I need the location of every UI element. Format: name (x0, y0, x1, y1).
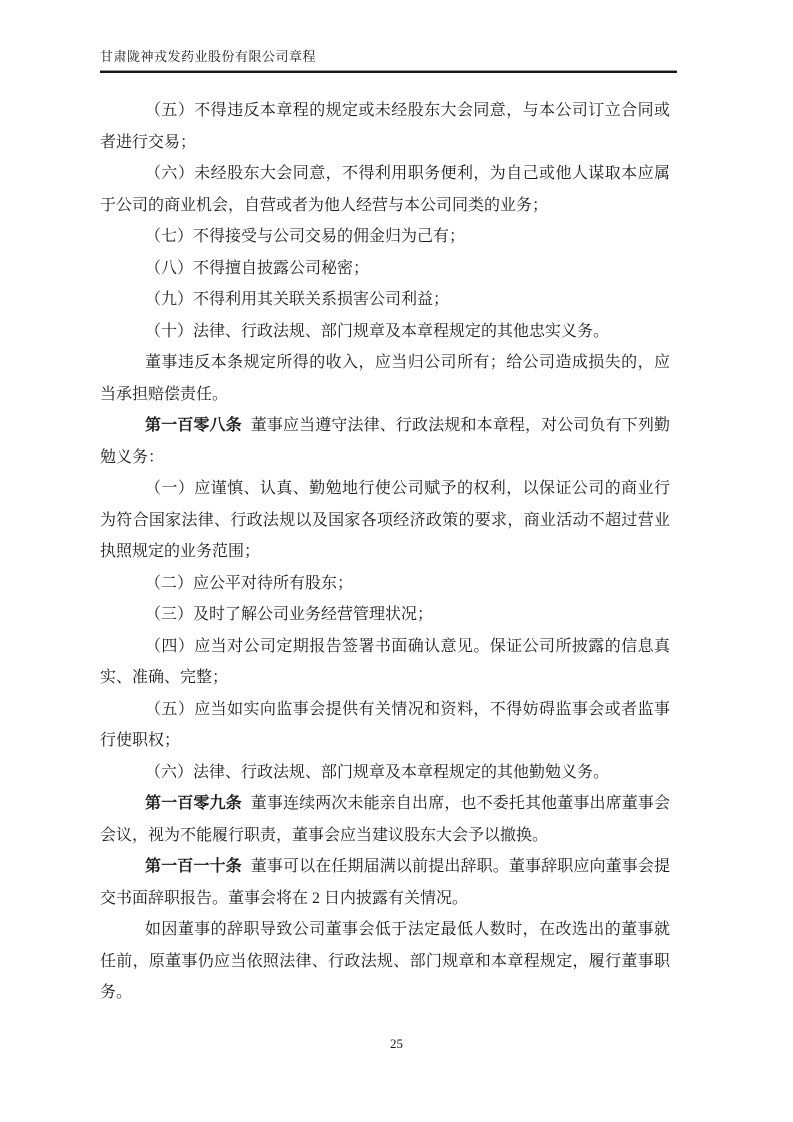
paragraph (100, 253, 670, 285)
paragraph-text: （六）法律、行政法规、部门规章及本章程规定的其他勤勉义务。 (145, 763, 610, 781)
paragraph-text: （一）应谨慎、认真、勤勉地行使公司赋予的权利，以保证公司的商业行为符合国家法律、行政法规以及国家各项经济政策的要求，商业活动不超过营业执照规定的业务范围； (100, 480, 670, 560)
page-header (100, 48, 677, 73)
paragraph (100, 788, 670, 851)
paragraph (100, 851, 670, 914)
paragraph-text: （二）应公平对待所有股东； (145, 574, 354, 592)
paragraph-text: （三）及时了解公司业务经营管理状况； (145, 606, 434, 623)
article-number: 第一百一十条 (145, 858, 242, 875)
paragraph-text: （八）不得擅自披露公司秘密； (145, 259, 370, 277)
paragraph-text: （五）应当如实向监事会提供有关情况和资料，不得妨碍监事会或者监事行使职权； (100, 700, 670, 749)
paragraph-text: （七）不得接受与公司交易的佣金归为己有； (145, 228, 466, 245)
paragraph (100, 316, 670, 348)
paragraph-text: （六）未经股东大会同意，不得利用职务便利，为自己或他人谋取本应属于公司的商业机会，自营或者为他人经营与本公司同类的业务； (100, 165, 670, 214)
paragraph (100, 95, 670, 158)
paragraph-text: （十）法律、行政法规、部门规章及本章程规定的其他忠实义务。 (145, 322, 610, 340)
header-title: 甘肃陇神戎发药业股份有限公司章程 (100, 49, 317, 64)
article-number: 第一百零九条 (145, 795, 242, 812)
paragraph (100, 473, 670, 568)
paragraph (100, 694, 670, 757)
paragraph-text: 如因董事的辞职导致公司董事会低于法定最低人数时，在改选出的董事就任前，原董事仍应当依照法律、行政法规、部门规章和本章程规定，履行董事职务。 (100, 921, 670, 1001)
page-footer (0, 1036, 793, 1052)
paragraph (100, 599, 670, 631)
paragraph (100, 158, 670, 221)
paragraph (100, 410, 670, 473)
paragraph-text: 董事连续两次未能亲自出席，也不委托其他董事出席董事会会议，视为不能履行职责，董事会应当建议股东大会予以撤换。 (100, 795, 670, 844)
paragraph-text: 董事可以在任期届满以前提出辞职。董事辞职应向董事会提交书面辞职报告。董事会将在 2 日内披露有关情况。 (100, 858, 670, 907)
paragraph (100, 221, 670, 253)
paragraph (100, 568, 670, 600)
paragraph (100, 914, 670, 1009)
paragraph (100, 757, 670, 789)
paragraph-text: 董事应当遵守法律、行政法规和本章程，对公司负有下列勤勉义务： (100, 417, 670, 466)
paragraph (100, 347, 670, 410)
paragraph (100, 631, 670, 694)
paragraph (100, 284, 670, 316)
document-body (100, 95, 670, 1009)
paragraph-text: （九）不得利用其关联关系损害公司利益； (145, 291, 450, 308)
paragraph-text: （五）不得违反本章程的规定或未经股东大会同意，与本公司订立合同或者进行交易； (100, 102, 670, 151)
paragraph-text: （四）应当对公司定期报告签署书面确认意见。保证公司所披露的信息真实、准确、完整； (100, 637, 670, 686)
header-rule (100, 70, 677, 73)
article-number: 第一百零八条 (145, 417, 242, 434)
paragraph-text: 董事违反本条规定所得的收入，应当归公司所有；给公司造成损失的，应当承担赔偿责任。 (100, 354, 670, 403)
page-number: 25 (390, 1036, 403, 1051)
